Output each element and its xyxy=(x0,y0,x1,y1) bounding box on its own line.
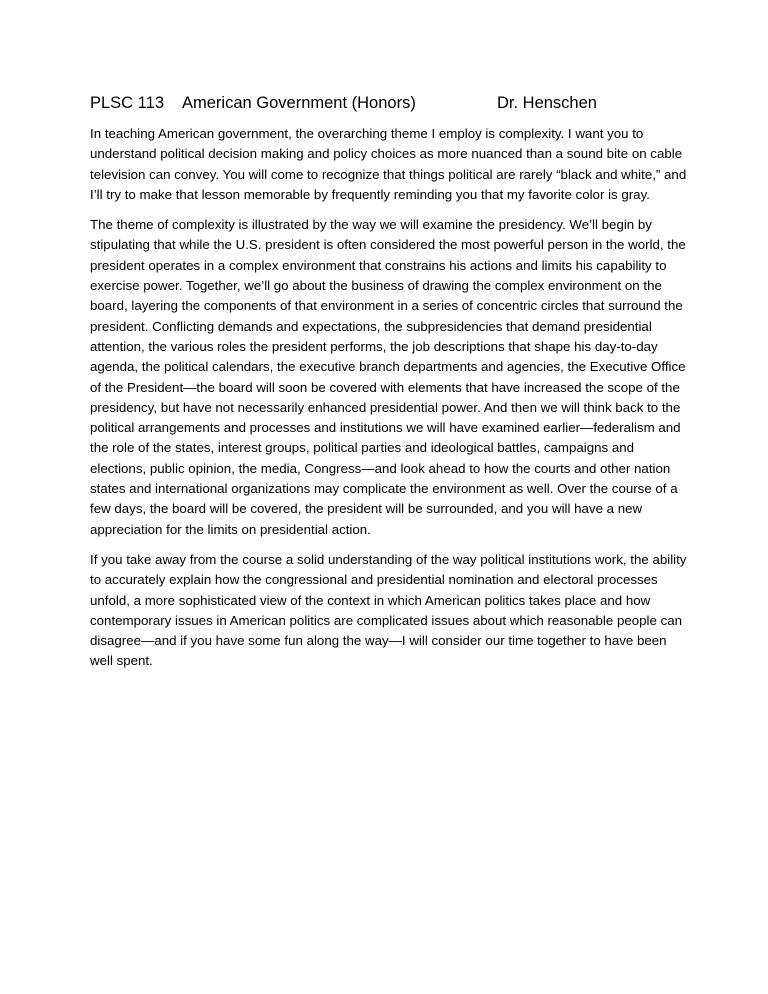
paragraph-presidency: The theme of complexity is illustrated by the way we will examine the presidency. We’ll begin by stipulating that while the U.S. president is often considered the most powerful person in the world, the president operates in a complex environment that constrains his actions and limits his capability to exercise power. Together, we’ll go about the business of drawing the complex environment on the board, layering the components of that environment in a series of concentric circles that surround the president. Conflicting demands and expectations, the subpresidencies that demand presidential attention, the various roles the president performs, the job descriptions that shape his day-to-day agenda, the political calendars, the executive branch departments and agencies, the Executive Office of the President—the board will soon be covered with elements that have increased the scope of the presidency, but have not necessarily enhanced presidential power. And then we will think back to the political arrangements and processes and institutions we will have examined earlier—federalism and the role of the states, interest groups, political parties and ideological battles, campaigns and elections, public opinion, the media, Congress—and look ahead to how the courts and other nation states and international organizations may complicate the environment as well. Over the course of a few days, the board will be covered, the president will be surrounded, and you will have a new appreciation for the limits on presidential action. xyxy=(90,217,686,537)
paragraph-intro: In teaching American government, the overarching theme I employ is complexity. I want you to understand political decision making and policy choices as more nuanced than a sound bite on cable television can convey. You will come to recognize that things political are rarely “black and white,” and I’ll try to make that lesson memorable by frequently reminding you that my favorite color is gray. xyxy=(90,126,687,202)
paragraph-conclusion: If you take away from the course a solid understanding of the way political institutions work, the ability to accurately explain how the congressional and presidential nomination and electoral processes unfold, a more sophisticated view of the context in which American politics takes place and how contemporary issues in American politics are complicated issues about which reasonable people can disagree—and if you have some fun along the way—I will consider our time together to have been well spent. xyxy=(90,551,687,669)
instructor-name: Dr. Henschen xyxy=(497,94,597,112)
course-title: American Government (Honors) xyxy=(182,94,416,112)
document-body xyxy=(90,124,690,682)
course-header xyxy=(90,91,690,115)
course-code: PLSC 113 xyxy=(90,94,164,112)
